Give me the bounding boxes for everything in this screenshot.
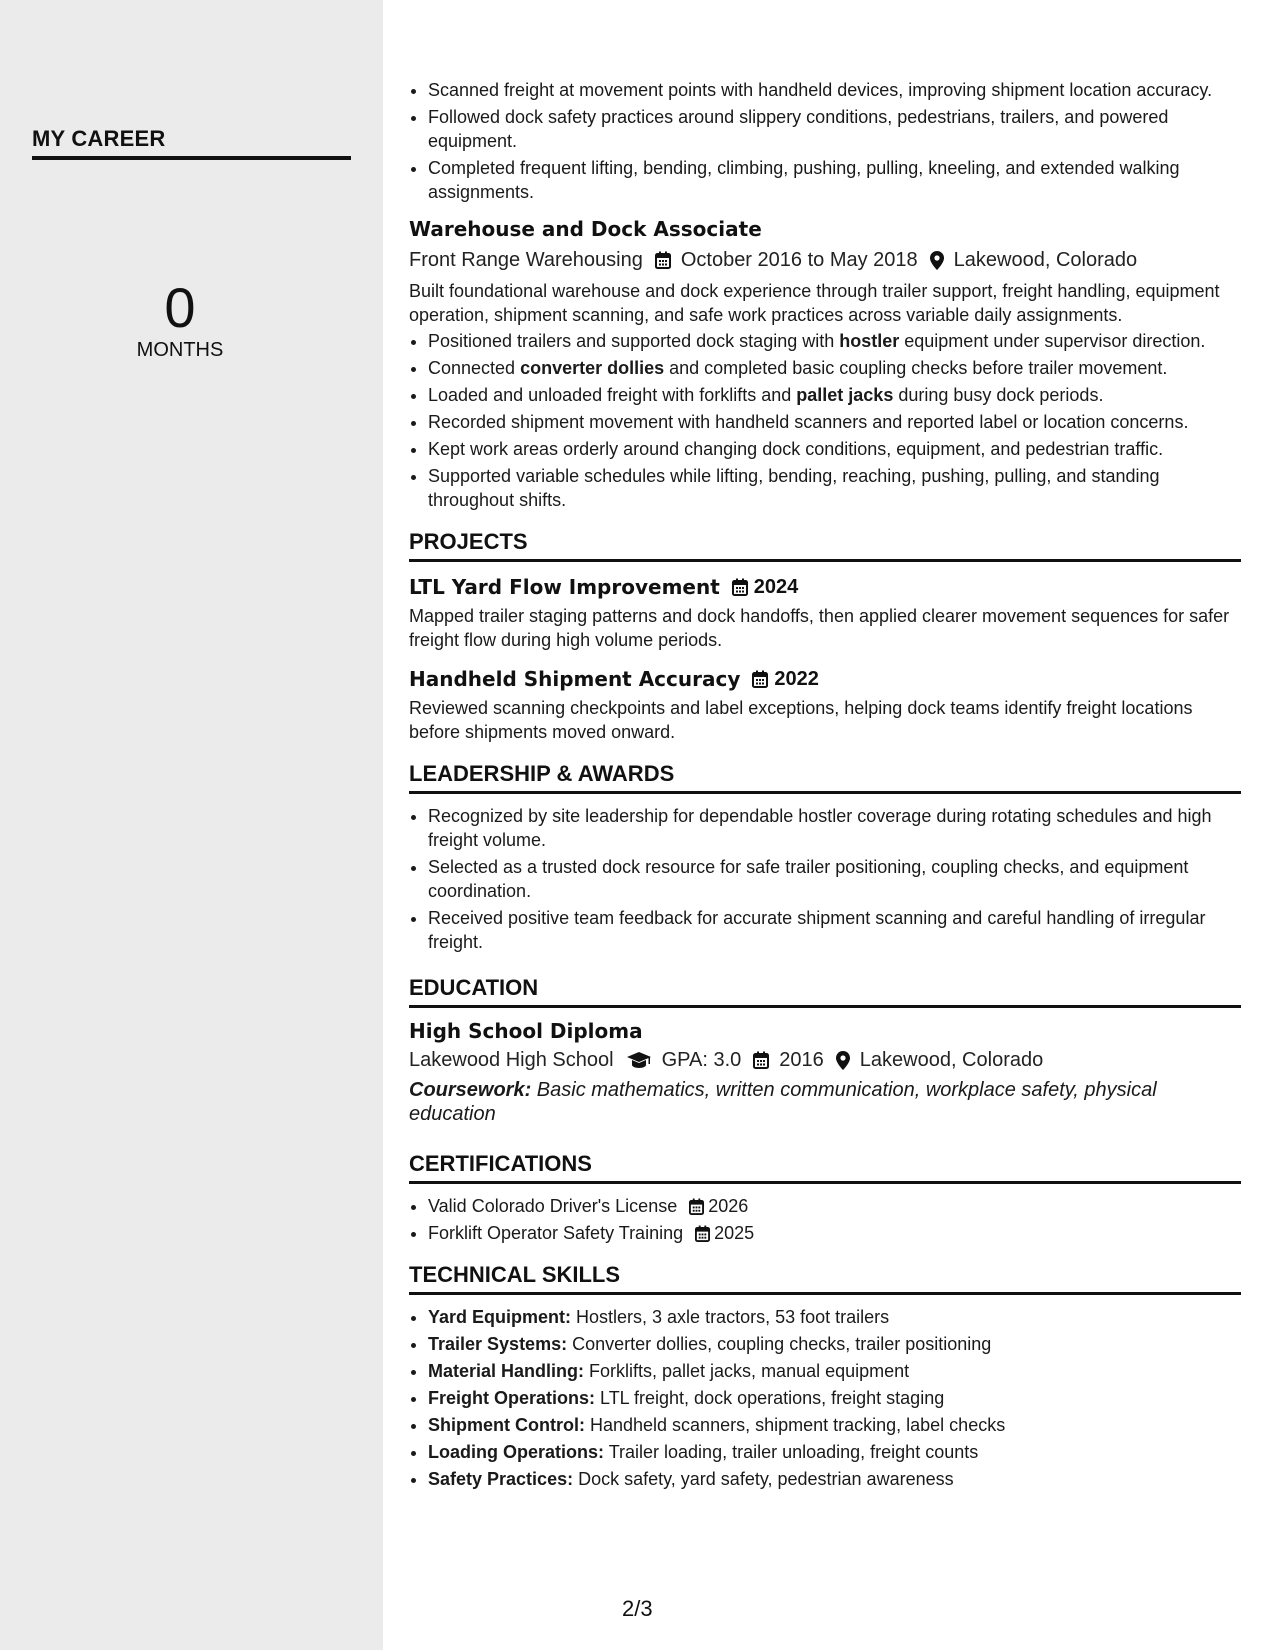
career-stat-unit: MONTHS <box>136 339 224 361</box>
list-item: • Yard Equipment: Hostlers, 3 axle tractors, 53 foot trailers <box>428 1305 1241 1329</box>
job-dates: October 2016 to May 2018 <box>680 249 918 271</box>
job-company: Front Range Warehousing <box>409 249 643 271</box>
education-meta <box>409 1046 1241 1074</box>
graduation-cap-icon <box>626 1051 652 1069</box>
project-title: Handheld Shipment Accuracy <box>409 667 741 691</box>
education-degree: High School Diploma <box>409 1019 643 1043</box>
list-item <box>428 1221 1241 1245</box>
education-coursework <box>409 1078 1241 1126</box>
previous-job-bullets <box>409 78 1241 204</box>
calendar-icon <box>695 1225 710 1242</box>
education-school: Lakewood High School <box>409 1049 614 1071</box>
page-number: 2/3 <box>622 1596 653 1621</box>
calendar-icon <box>753 1051 769 1069</box>
project-year: 2022 <box>774 668 819 690</box>
certification-name: • Forklift Operator Safety Training <box>428 1223 684 1243</box>
list-item: • Freight Operations: LTL freight, dock operations, freight staging <box>428 1386 1241 1410</box>
projects-heading: PROJECTS <box>409 528 1241 562</box>
job-meta <box>409 246 1241 274</box>
certifications-heading: CERTIFICATIONS <box>409 1150 1241 1184</box>
job-location: Lakewood, Colorado <box>953 249 1138 271</box>
coursework-text: Basic mathematics, written communication, workplace safety, physical education <box>409 1079 1157 1125</box>
technical-skills-list <box>409 1305 1241 1491</box>
job-bullets <box>409 329 1241 512</box>
project-header <box>409 664 1241 694</box>
certification-name: • Valid Colorado Driver's License <box>428 1196 678 1216</box>
certifications-list <box>409 1194 1241 1245</box>
location-pin-icon <box>930 251 944 270</box>
calendar-icon <box>655 251 671 269</box>
calendar-icon <box>732 578 748 596</box>
project-header <box>409 572 1241 602</box>
education-gpa: GPA: 3.0 <box>661 1049 742 1071</box>
education-location: Lakewood, Colorado <box>859 1049 1044 1071</box>
list-item: • Connected converter dollies and completed basic coupling checks before trailer movement. <box>428 356 1241 380</box>
career-stat-value: 0 <box>164 276 196 339</box>
list-item: • Safety Practices: Dock safety, yard safety, pedestrian awareness <box>428 1467 1241 1491</box>
project-year: 2024 <box>753 576 799 598</box>
job-title: Warehouse and Dock Associate <box>409 217 762 241</box>
education-heading: EDUCATION <box>409 974 1241 1008</box>
list-item: • Loading Operations: Trailer loading, trailer unloading, freight counts <box>428 1440 1241 1464</box>
calendar-icon <box>752 670 768 688</box>
list-item: • Selected as a trusted dock resource for safe trailer positioning, coupling checks, and equipment coordination. <box>428 855 1241 903</box>
list-item: • Completed frequent lifting, bending, climbing, pushing, pulling, kneeling, and extended walking assignments. <box>428 156 1241 204</box>
list-item: • Recognized by site leadership for dependable hostler coverage during rotating schedules and high freight volume. <box>428 804 1241 852</box>
job-summary: Built foundational warehouse and dock experience through trailer support, freight handling, equipment operation, shipment scanning, and safe work practices across variable daily assignments. <box>409 281 1220 325</box>
technical-skills-heading: TECHNICAL SKILLS <box>409 1261 1241 1295</box>
list-item <box>428 1194 1241 1218</box>
list-item: • Recorded shipment movement with handheld scanners and reported label or location concerns. <box>428 410 1241 434</box>
sidebar <box>0 0 383 1650</box>
project-title: LTL Yard Flow Improvement <box>409 575 720 599</box>
coursework-label: Coursework: <box>409 1079 532 1101</box>
list-item: • Trailer Systems: Converter dollies, coupling checks, trailer positioning <box>428 1332 1241 1356</box>
education-year: 2016 <box>779 1049 824 1071</box>
list-item: • Material Handling: Forklifts, pallet jacks, manual equipment <box>428 1359 1241 1383</box>
list-item: • Followed dock safety practices around slippery conditions, pedestrians, trailers, and powered equipment. <box>428 105 1241 153</box>
calendar-icon <box>689 1198 704 1215</box>
list-item: • Scanned freight at movement points with handheld devices, improving shipment location accuracy. <box>428 78 1241 102</box>
list-item: • Kept work areas orderly around changing dock conditions, equipment, and pedestrian traffic. <box>428 437 1241 461</box>
location-pin-icon <box>836 1051 850 1070</box>
list-item: • Loaded and unloaded freight with forklifts and pallet jacks during busy dock periods. <box>428 383 1241 407</box>
leadership-heading: LEADERSHIP & AWARDS <box>409 760 1241 794</box>
list-item: • Supported variable schedules while lifting, bending, reaching, pushing, pulling, and standing throughout shifts. <box>428 464 1241 512</box>
main-content <box>409 78 1241 1494</box>
leadership-bullets <box>409 804 1241 954</box>
certification-year: 2026 <box>708 1196 749 1216</box>
sidebar-section-title: MY CAREER <box>32 126 351 160</box>
list-item: • Received positive team feedback for accurate shipment scanning and careful handling of irregular freight. <box>428 906 1241 954</box>
project-description: Mapped trailer staging patterns and dock handoffs, then applied clearer movement sequences for safer freight flow during high volume periods. <box>409 606 1230 650</box>
certification-year: 2025 <box>714 1223 755 1243</box>
list-item: • Positioned trailers and supported dock staging with hostler equipment under supervisor direction. <box>428 329 1241 353</box>
project-description: Reviewed scanning checkpoints and label exceptions, helping dock teams identify freight locations before shipments moved onward. <box>409 698 1193 742</box>
list-item: • Shipment Control: Handheld scanners, shipment tracking, label checks <box>428 1413 1241 1437</box>
career-stat <box>0 278 360 362</box>
